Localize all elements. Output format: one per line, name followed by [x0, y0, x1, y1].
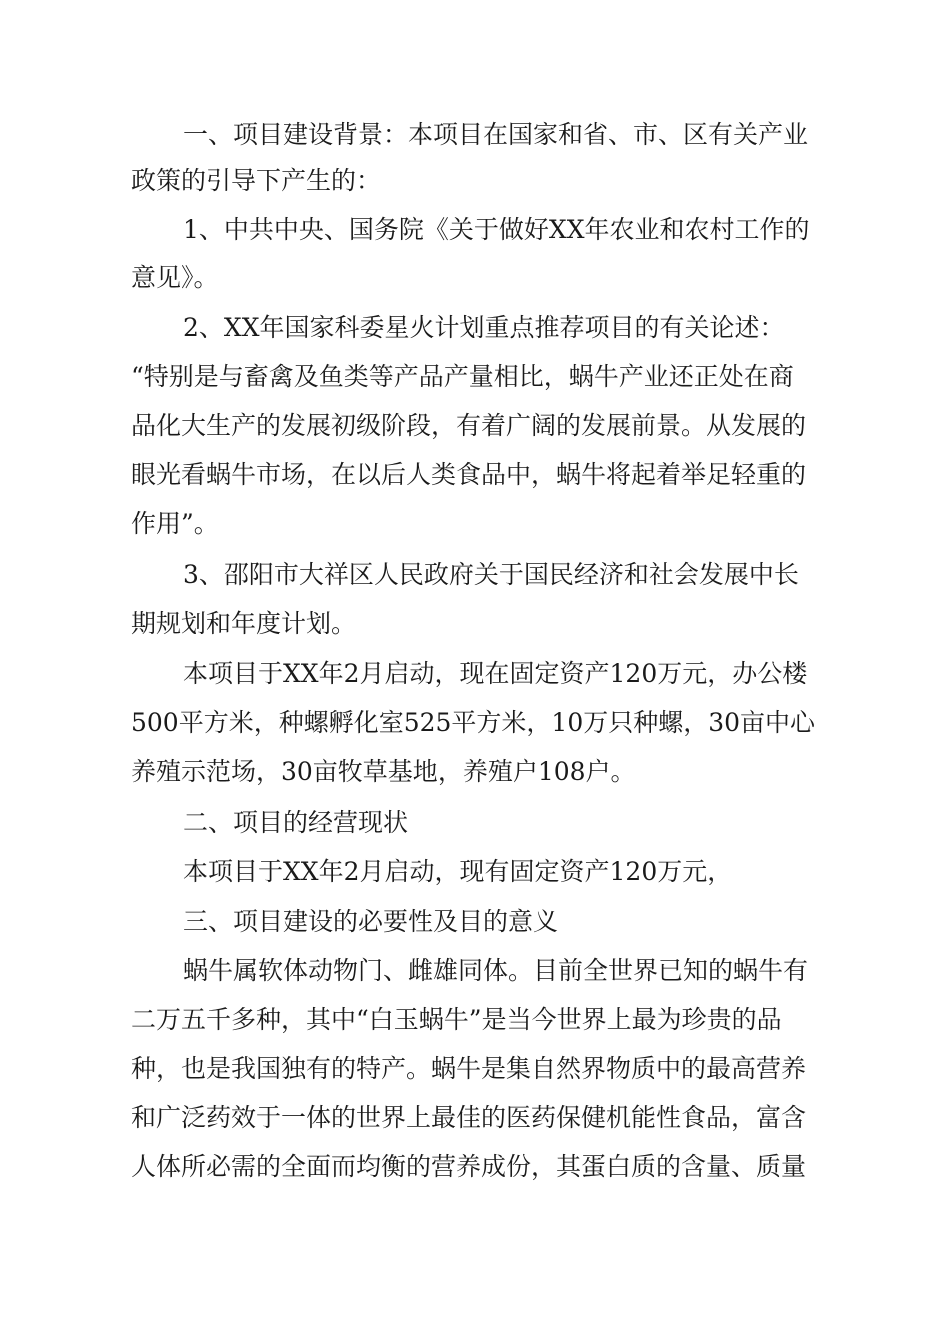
- item-2-line-1: 2、XX年国家科委星火计划重点推荐项目的有关论述：: [183, 313, 785, 342]
- item-2-quote-line-2: 品化大生产的发展初级阶段，有着广阔的发展前景。从发展的: [131, 411, 807, 440]
- item-2-quote-line-1: “特别是与畜禽及鱼类等产品产量相比，蜗牛产业还正处在商: [131, 362, 794, 391]
- item-1-line-1: 1、中共中央、国务院《关于做好XX年农业和农村工作的: [183, 215, 810, 244]
- item-3-line-1: 3、邵阳市大祥区人民政府关于国民经济和社会发展中长: [183, 560, 799, 589]
- section-2-heading: 二、项目的经营现状: [183, 808, 409, 837]
- project-summary-line-3: 养殖示范场，30亩牧草基地，养殖户108户。: [131, 757, 636, 786]
- section-3-body-line-3: 种，也是我国独有的特产。蜗牛是集自然界物质中的最高营养: [131, 1054, 807, 1083]
- item-2-quote-line-3: 眼光看蜗牛市场，在以后人类食品中，蜗牛将起着举足轻重的: [131, 460, 807, 489]
- item-1-line-2: 意见》。: [131, 263, 219, 292]
- section-3-body-line-2: 二万五千多种，其中“白玉蜗牛”是当今世界上最为珍贵的品: [131, 1005, 782, 1034]
- section-3-body-line-5: 人体所必需的全面而均衡的营养成份，其蛋白质的含量、质量: [131, 1152, 807, 1181]
- section-2-body: 本项目于XX年2月启动，现有固定资产120万元，: [183, 857, 733, 886]
- paragraph-1-heading-line-1: 一、项目建设背景：本项目在国家和省、市、区有关产业: [183, 120, 809, 149]
- project-summary-line-1: 本项目于XX年2月启动，现在固定资产120万元，办公楼: [183, 659, 808, 688]
- section-3-body-line-1: 蜗牛属软体动物门、雌雄同体。目前全世界已知的蜗牛有: [183, 956, 809, 985]
- paragraph-1-heading-line-2: 政策的引导下产生的：: [131, 166, 382, 195]
- item-3-line-2: 期规划和年度计划。: [131, 609, 357, 638]
- section-3-heading: 三、项目建设的必要性及目的意义: [183, 907, 559, 936]
- project-summary-line-2: 500平方米，种螺孵化室525平方米，10万只种螺，30亩中心: [131, 708, 816, 737]
- item-2-quote-line-4: 作用”。: [131, 509, 219, 538]
- section-3-body-line-4: 和广泛药效于一体的世界上最佳的医药保健机能性食品，富含: [131, 1103, 807, 1132]
